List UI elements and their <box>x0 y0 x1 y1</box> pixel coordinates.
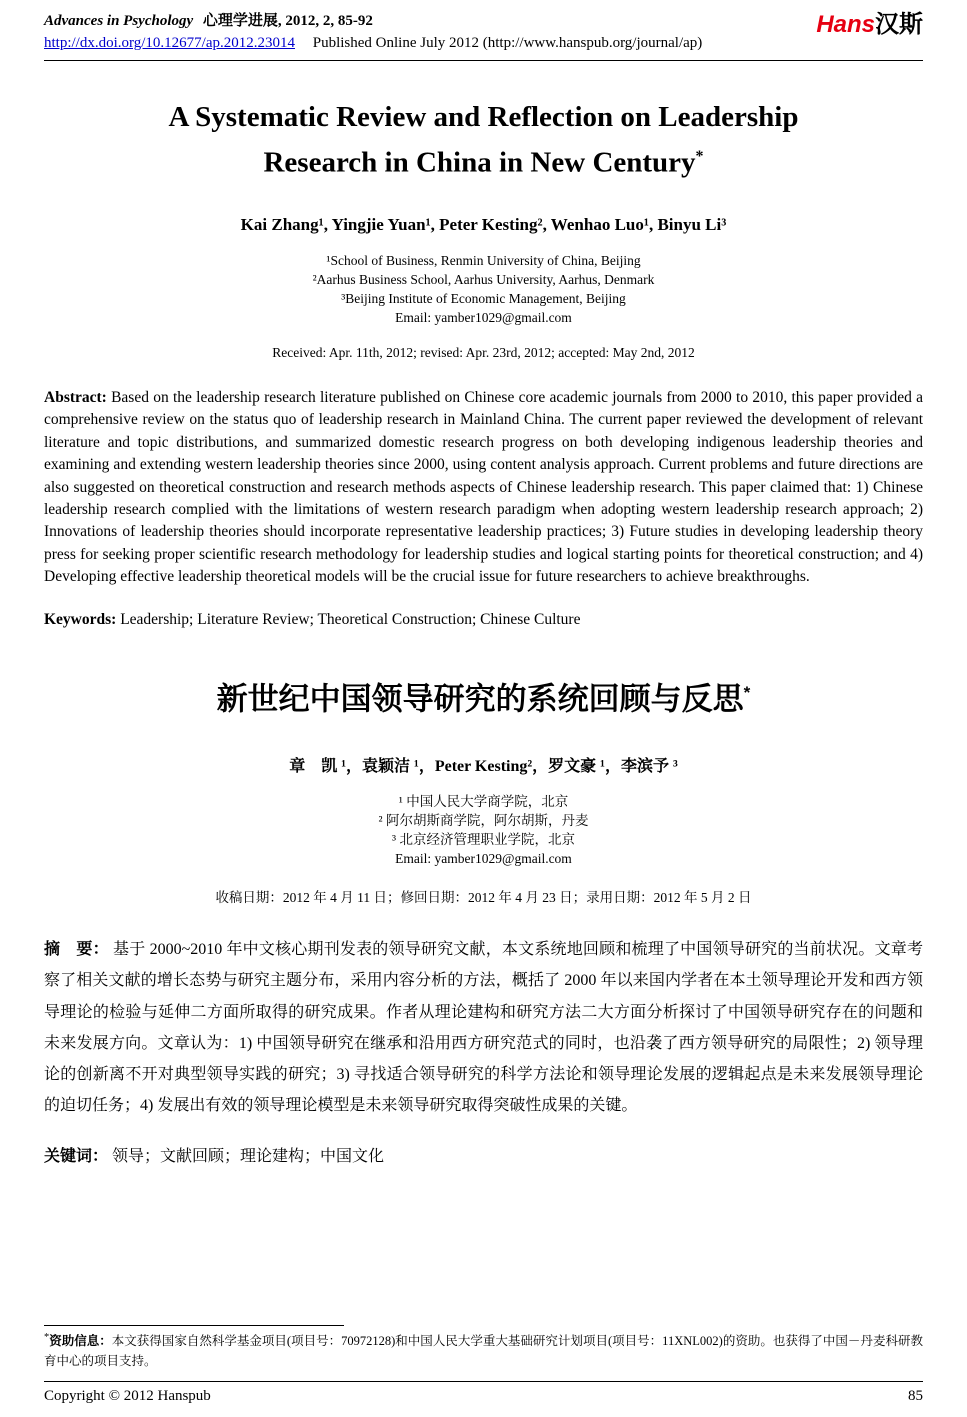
copyright-text: Copyright © 2012 Hanspub <box>44 1388 211 1404</box>
funding-footnote <box>44 1330 923 1371</box>
affiliation-3-en: ³Beijing Institute of Economic Management, Beijing <box>341 290 626 306</box>
affiliation-3-cn: ³ 北京经济管理职业学院，北京 <box>392 832 575 848</box>
paper-title-cn <box>217 673 751 719</box>
hans-logo <box>816 12 923 38</box>
keywords-text-cn: 领导；文献回顾；理论建构；中国文化 <box>112 1148 385 1166</box>
journal-line <box>44 10 702 32</box>
abstract-label-en: Abstract: <box>44 388 107 406</box>
abstract-en <box>44 387 923 589</box>
journal-title-cn: 心理学进展, 2012, 2, 85-92 <box>202 13 373 29</box>
footnote-asterisk: * <box>44 1331 50 1343</box>
keywords-label-en: Keywords: <box>44 610 117 628</box>
journal-title: Advances in Psychology <box>44 13 194 29</box>
hans-logo-cn: 汉斯 <box>875 11 923 38</box>
keywords-cn <box>44 1143 923 1166</box>
doi-line <box>44 32 702 54</box>
affiliation-2-en: ²Aarhus Business School, Aarhus University, Aarhus, Denmark <box>312 271 655 287</box>
paper-title-cn-text: 新世纪中国领导研究的系统回顾与反思 <box>216 681 744 717</box>
title-footnote-asterisk-cn: * <box>743 682 751 702</box>
authors-en: Kai Zhang¹, Yingjie Yuan¹, Peter Kesting², Wenhao Luo¹, Binyu Li³ <box>240 214 727 234</box>
authors-cn: 章 凯 ¹，袁颖洁 ¹，Peter Kesting²，罗文豪 ¹，李滨予 ³ <box>289 758 678 776</box>
published-online-text: Published Online July 2012 (http://www.hanspub.org/journal/ap) <box>312 35 703 51</box>
affiliation-1-cn: ¹ 中国人民大学商学院，北京 <box>398 794 569 810</box>
affiliations-en <box>44 251 923 327</box>
abstract-label-cn: 摘 要： <box>44 941 109 959</box>
hans-logo-en: Hans <box>816 11 875 38</box>
affiliation-1-en: ¹School of Business, Renmin University of China, Beijing <box>326 252 641 268</box>
keywords-text-en: Leadership; Literature Review; Theoretical Construction; Chinese Culture <box>120 610 581 628</box>
doi-link[interactable]: http://dx.doi.org/10.12677/ap.2012.23014 <box>44 35 295 51</box>
paper-title-en <box>109 97 859 183</box>
footnote-divider <box>44 1325 344 1326</box>
page-number: 85 <box>908 1388 923 1404</box>
keywords-en <box>44 611 923 629</box>
abstract-text-en: Based on the leadership research literature published on Chinese core academic journals from 2000 to 2010, this paper provided a comprehensive review on the status quo of leadership research in Mainland China. The current paper reviewed the development of relevant literature and topic distributions, and summarized domestic research progress on both developing indigenous leadership theories and examining and extending western leadership theories since 2000, using content analysis approach. Current problems and future directions are also suggested on theoretical construction and research methods aspects of Chinese leadership research. This paper claimed that: 1) Chinese leadership research complied with the limitations of western research paradigm when adopting western leadership research approach; 2) Innovations of leadership theories should incorporate representative leadership practices; 3) Future studies in developing leadership theory press for seeking proper scientific research methodology for leadership studies and logical starting points for theoretical construction; and 4) Developing effective leadership theoretical models will be the crucial issue for future researchers to achieve breakthroughs. <box>44 388 923 586</box>
footnote-label: 资助信息： <box>49 1334 112 1348</box>
page-footer <box>44 1381 923 1417</box>
received-dates-en: Received: Apr. 11th, 2012; revised: Apr. 23rd, 2012; accepted: May 2nd, 2012 <box>272 344 695 360</box>
email-line-cn: Email: yamber1029@gmail.com <box>395 851 572 867</box>
affiliations-cn <box>44 792 923 868</box>
abstract-text-cn: 基于 2000~2010 年中文核心期刊发表的领导研究文献，本文系统地回顾和梳理了中国领导研究的当前状况。文章考察了相关文献的增长态势与研究主题分布，采用内容分析的方法，概括了 2000 年以来国内学者在本土领导理论开发和西方领导理论的检验与延伸二方面所取得的研究成果。作者从理论建构和研究方法二大方面分析探讨了中国领导研究存在的问题和未来发展方向。文章认为：1) 中国领导研究在继承和沿用西方研究范式的同时，也沿袭了西方领导研究的局限性；2) 领导理论的创新离不开对典型领导实践的研究；3) 寻找适合领导研究的科学方法论和领导理论发展的逻辑起点是未来发展领导理论的迫切任务；4) 发展出有效的领导理论模型是未来领导研究取得突破性成果的关键。 <box>44 941 923 1115</box>
footnote-block <box>44 1325 923 1417</box>
header-divider <box>44 60 923 61</box>
title-footnote-asterisk: * <box>695 148 704 165</box>
footnote-text: 本文获得国家自然科学基金项目(项目号：70972128)和中国人民大学重大基础研究计划项目(项目号：11XNL002)的资助。也获得了中国－丹麦科研教育中心的项目支持。 <box>44 1334 923 1368</box>
received-dates-cn: 收稿日期：2012 年 4 月 11 日；修回日期：2012 年 4 月 23 日；录用日期：2012 年 5 月 2 日 <box>215 890 752 906</box>
abstract-cn <box>44 934 923 1121</box>
journal-info <box>44 10 702 54</box>
keywords-label-cn: 关键词： <box>44 1148 109 1166</box>
paper-title-en-text: A Systematic Review and Reflection on Leadership Research in China in New Century <box>168 101 799 179</box>
email-line-en: Email: yamber1029@gmail.com <box>395 309 572 325</box>
affiliation-2-cn: ² 阿尔胡斯商学院，阿尔胡斯，丹麦 <box>378 813 589 829</box>
page-header <box>44 10 923 54</box>
